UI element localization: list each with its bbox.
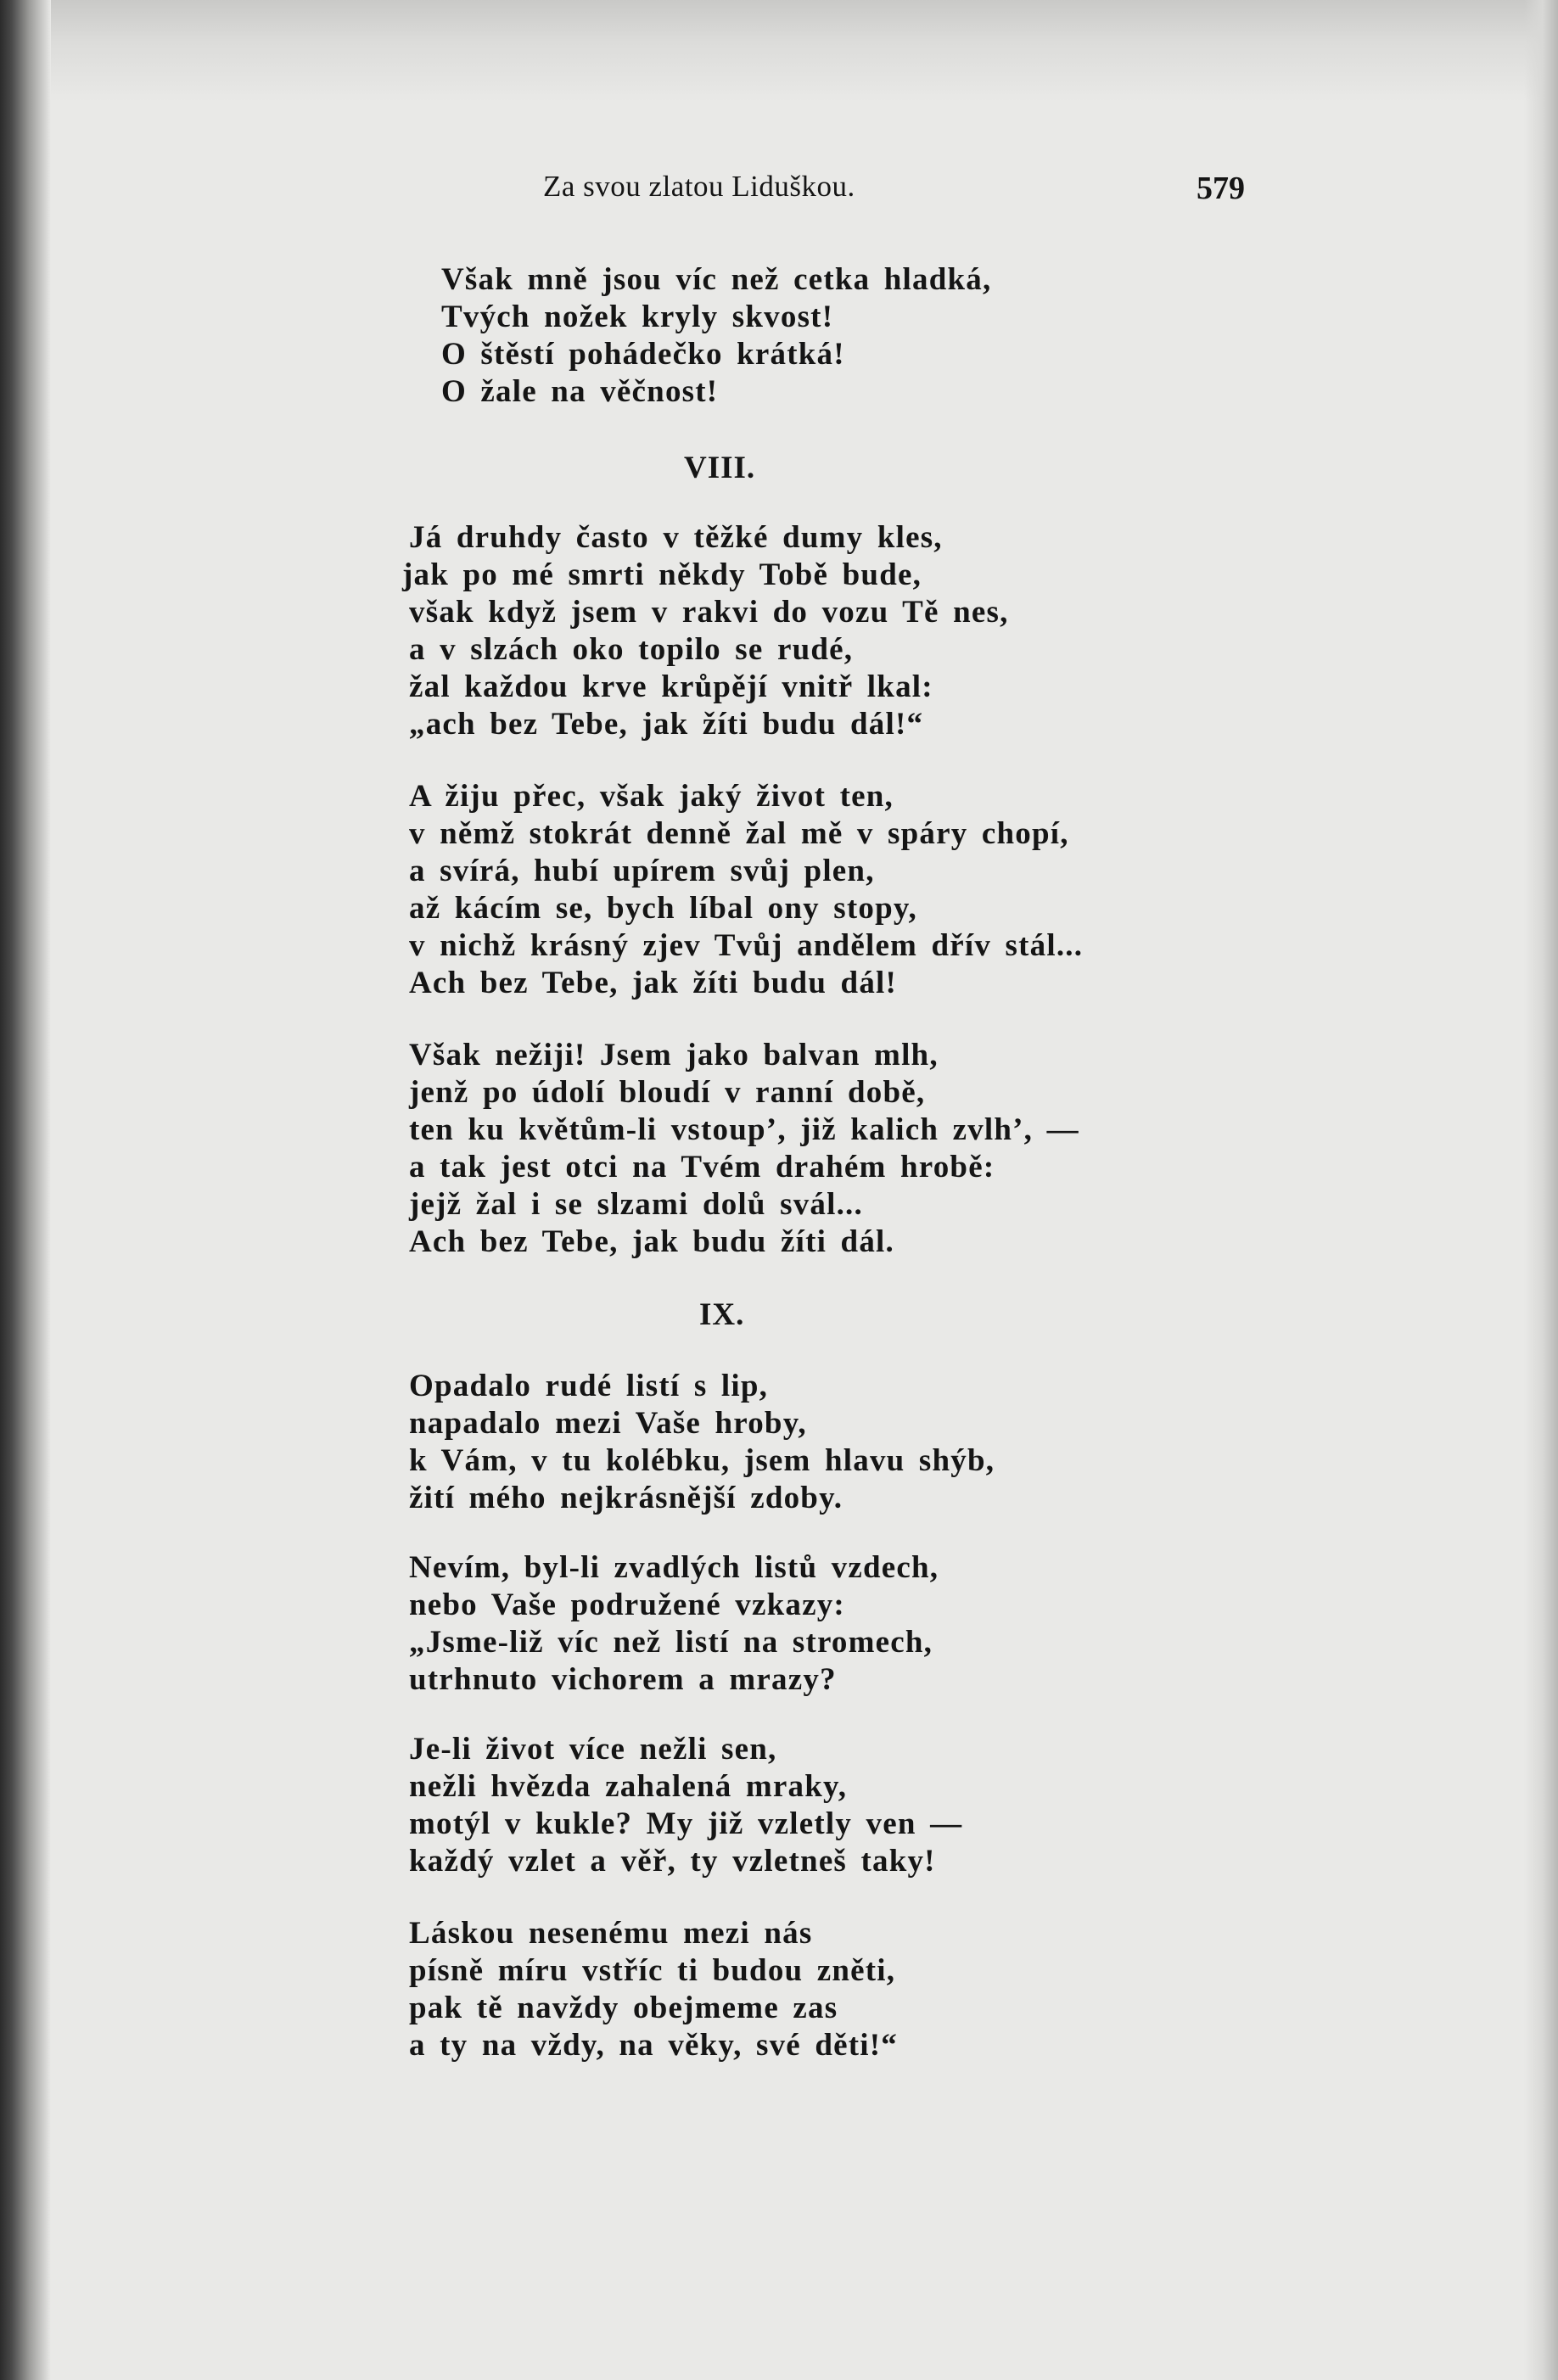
poem-line: jejž žal i se slzami dolů svál... — [409, 1187, 863, 1222]
poem-line: a v slzách oko topilo se rudé, — [409, 632, 854, 667]
poem-line: Já druhdy často v těžké dumy kles, — [409, 520, 943, 555]
poem-line: Ach bez Tebe, jak žíti budu dál! — [409, 966, 898, 1000]
poem-line: O žale na věčnost! — [441, 374, 719, 409]
poem-line: písně míru vstříc ti budou zněti, — [409, 1953, 896, 1988]
running-head: Za svou zlatou Liduškou. — [543, 170, 855, 203]
scan-shadow-left — [0, 0, 51, 2380]
poem-line: jak po mé smrti někdy Tobě bude, — [402, 557, 922, 592]
poem-line: A žiju přec, však jaký život ten, — [409, 779, 894, 814]
page-number: 579 — [1197, 171, 1245, 206]
poem-line: pak tě navždy obejmeme zas — [409, 1991, 838, 2025]
poem-line: nežli hvězda zahalená mraky, — [409, 1769, 848, 1804]
poem-line: každý vzlet a věř, ty vzletneš taky! — [409, 1844, 936, 1879]
poem-line: v nichž krásný zjev Tvůj andělem dřív stál... — [409, 928, 1084, 963]
poem-line: Ach bez Tebe, jak budu žíti dál. — [409, 1224, 894, 1259]
poem-line: až kácím se, bych líbal ony stopy, — [409, 891, 917, 926]
poem-line: Však nežiji! Jsem jako balvan mlh, — [409, 1038, 939, 1072]
poem-line: jenž po údolí bloudí v ranní době, — [409, 1075, 926, 1110]
poem-line: žal každou krve krůpějí vnitř lkal: — [409, 669, 933, 704]
poem-line: O štěstí pohádečko krátká! — [441, 337, 845, 372]
poem-line: Opadalo rudé listí s lip, — [409, 1369, 769, 1403]
poem-line: a tak jest otci na Tvém drahém hrobě: — [409, 1150, 995, 1184]
poem-line: „ach bez Tebe, jak žíti budu dál!“ — [409, 707, 924, 742]
poem-line: k Vám, v tu kolébku, jsem hlavu shýb, — [409, 1443, 995, 1478]
poem-line: a svírá, hubí upírem svůj plen, — [409, 854, 875, 888]
poem-line: a ty na vždy, na věky, své děti!“ — [409, 2028, 898, 2063]
poem-line: v němž stokrát denně žal mě v spáry chopí, — [409, 816, 1069, 851]
scan-shadow-right — [1524, 0, 1558, 2380]
poem-line: Tvých nožek kryly skvost! — [441, 300, 834, 334]
poem-line: Však mně jsou víc než cetka hladká, — [441, 262, 992, 297]
poem-line: Láskou nesenému mezi nás — [409, 1916, 813, 1951]
poem-line: však když jsem v rakvi do vozu Tě nes, — [409, 595, 1009, 630]
poem-line: motýl v kukle? My již vzletly ven — — [409, 1806, 963, 1841]
poem-line: nebo Vaše podružené vzkazy: — [409, 1588, 845, 1622]
poem-line: žití mého nejkrásnější zdoby. — [409, 1481, 843, 1515]
scan-shadow-top — [0, 0, 1558, 102]
poem-line: utrhnuto vichorem a mrazy? — [409, 1662, 837, 1697]
poem-line: ten ku květům-li vstoup’, již kalich zvlh’, — — [409, 1112, 1079, 1147]
section-numeral-ix: IX. — [699, 1297, 745, 1332]
poem-line: Je-li život více nežli sen, — [409, 1732, 777, 1767]
poem-line: napadalo mezi Vaše hroby, — [409, 1406, 807, 1441]
poem-line: Nevím, byl-li zvadlých listů vzdech, — [409, 1550, 939, 1585]
poem-line: „Jsme-liž víc než listí na stromech, — [409, 1625, 933, 1660]
section-numeral-viii: VIII. — [684, 451, 756, 485]
